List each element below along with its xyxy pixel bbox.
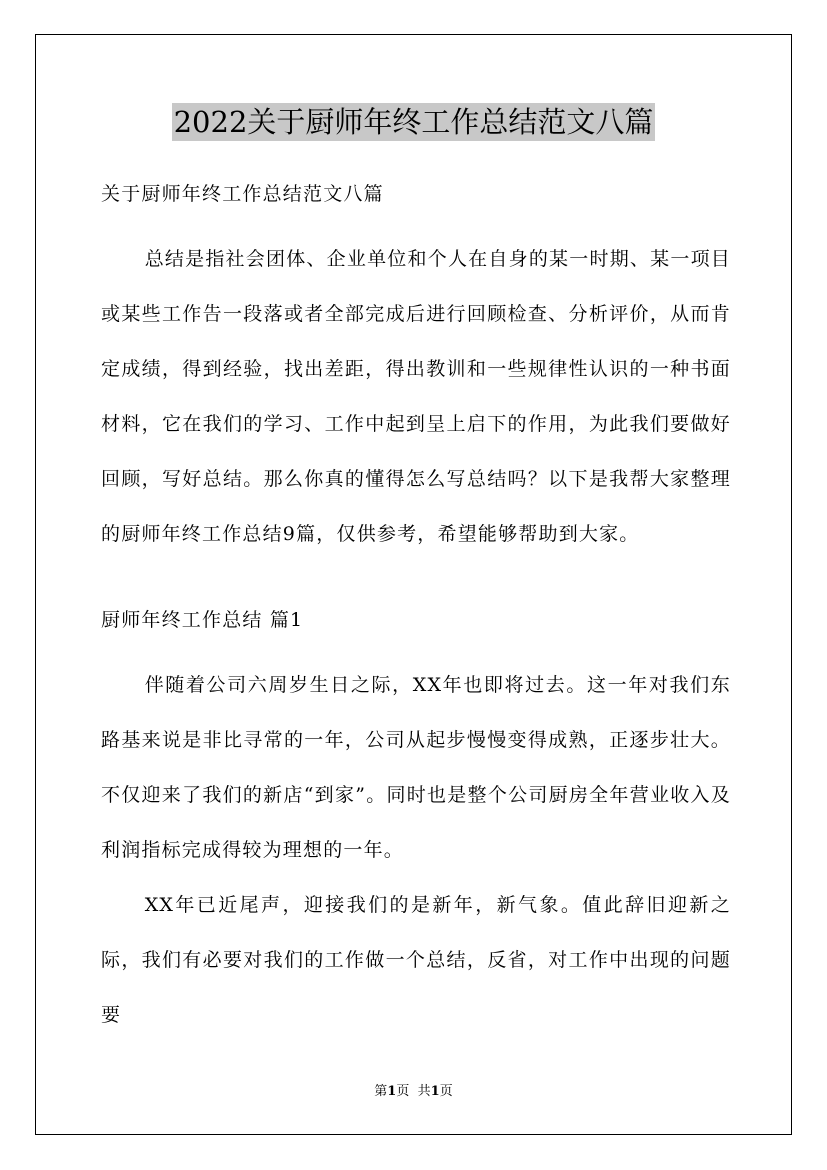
- document-title: 2022关于厨师年终工作总结范文八篇: [173, 105, 654, 139]
- section-heading: 厨师年终工作总结 篇1: [101, 609, 304, 631]
- page-number: 1: [387, 1084, 397, 1099]
- total-pages: 1: [430, 1084, 440, 1099]
- document-subtitle: 关于厨师年终工作总结范文八篇: [101, 183, 384, 205]
- intro-paragraph: 总结是指社会团体、企业单位和个人在自身的某一时期、某一项目或某些工作告一段落或者全部完成后进行回顾检查、分析评价，从而肯定成绩，得到经验，找出差距，得出教训和一些规律性认识的一种书面材料，它在我们的学习、工作中起到呈上启下的作用，为此我们要做好回顾，写好总结。那么你真的懂得怎么写总结吗？以下是我帮大家整理的厨师年终工作总结9篇，仅供参考，希望能够帮助到大家。: [101, 248, 731, 545]
- page-prefix: 第: [374, 1084, 388, 1099]
- section-paragraph: XX年已近尾声，迎接我们的是新年，新气象。值此辞旧迎新之际，我们有必要对我们的工作做一个总结，反省，对工作中出现的问题要: [101, 894, 731, 1026]
- page-footer: [0, 1083, 827, 1101]
- title-container: [0, 103, 827, 141]
- total-suffix: 页: [439, 1084, 453, 1099]
- document-body: [101, 176, 731, 1043]
- section-paragraph: 伴随着公司六周岁生日之际，XX年也即将过去。这一年对我们东路基来说是非比寻常的一年，公司从起步慢慢变得成熟，正逐步壮大。不仅迎来了我们的新店“到家”。同时也是整个公司厨房全年营业收入及利润指标完成得较为理想的一年。: [101, 674, 731, 861]
- page-suffix: 页: [396, 1084, 410, 1099]
- total-prefix: 共: [417, 1084, 431, 1099]
